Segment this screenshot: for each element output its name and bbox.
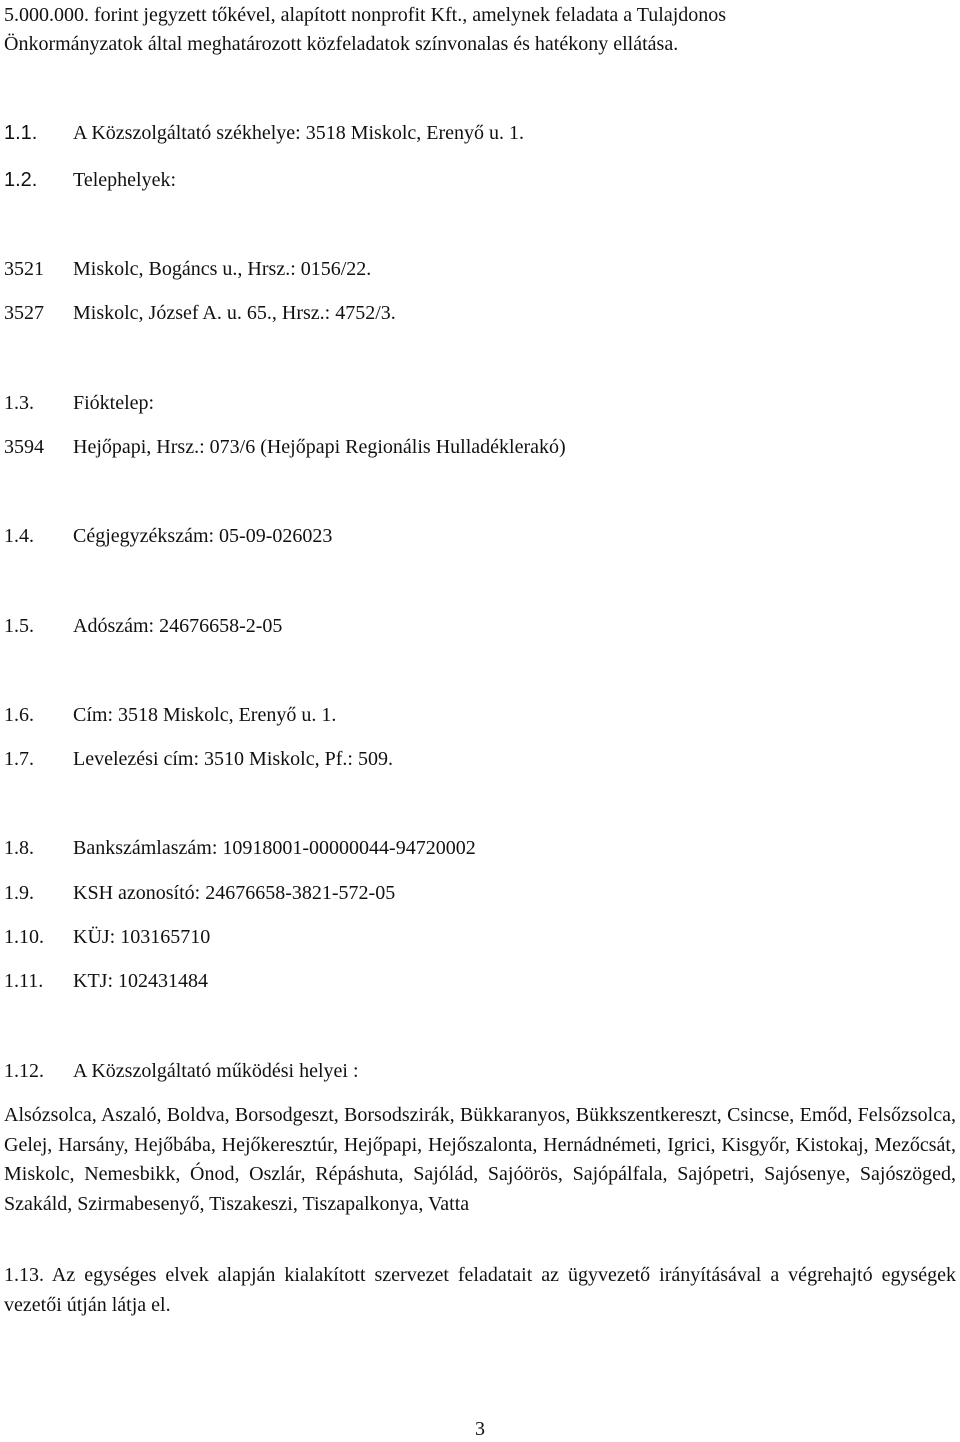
item-text: KTJ: 102431484 [73,970,208,992]
item-1-10 [4,924,210,950]
site-address: Miskolc, Bogáncs u., Hrsz.: 0156/22. [73,258,372,280]
site-row-1 [4,256,371,282]
site-zip: 3521 [4,258,44,280]
item-number: 1.11. [4,970,44,992]
item-number: 1.12. [4,1060,44,1082]
item-1-1 [4,120,524,146]
item-text: Levelezési cím: 3510 Miskolc, Pf.: 509. [73,748,393,770]
item-number: 1.10. [4,926,44,948]
item-number: 1.5. [4,615,34,637]
item-number: 1.9. [4,882,34,904]
site-address: Miskolc, József A. u. 65., Hrsz.: 4752/3. [73,302,396,324]
item-1-6 [4,702,336,728]
item-1-7 [4,746,393,772]
item-text: Adószám: 24676658-2-05 [73,615,283,637]
item-text: KÜJ: 103165710 [73,926,211,948]
item-text: Cím: 3518 Miskolc, Erenyő u. 1. [73,704,337,726]
item-1-2 [4,167,176,193]
item-number: 1.13. [4,1264,44,1286]
branch-row [4,434,566,460]
item-number: 1.8. [4,837,34,859]
item-1-11 [4,968,208,994]
item-1-4 [4,523,332,549]
item-1-9 [4,880,395,906]
item-text: Cégjegyzékszám: 05-09-026023 [73,525,333,547]
item-text: Fióktelep: [73,392,155,414]
item-1-5 [4,613,282,639]
item-1-13-paragraph [4,1261,956,1320]
item-text: A Közszolgáltató székhelye: 3518 Miskolc, Erenyő u. 1. [73,122,525,144]
item-number: 1.3. [4,392,34,414]
branch-address: Hejőpapi, Hrsz.: 073/6 (Hejőpapi Regionális Hulladéklerakó) [73,436,566,458]
item-number: 1.4. [4,525,34,547]
site-row-2 [4,300,396,326]
page-number: 3 [475,1418,485,1440]
item-text: Telephelyek: [73,169,176,191]
intro-line-1: 5.000.000. forint jegyzett tőkével, alapított nonprofit Kft., amelynek feladata a Tulajdonos [4,4,727,26]
branch-zip: 3594 [4,436,44,458]
item-number: 1.7. [4,748,34,770]
item-1-3 [4,390,154,416]
item-1-12 [4,1058,359,1084]
item-text: KSH azonosító: 24676658-3821-572-05 [73,882,396,904]
item-number: 1.2. [4,169,38,191]
item-number: 1.6. [4,704,34,726]
item-1-8 [4,835,476,861]
item-text: A Közszolgáltató működési helyei : [73,1060,359,1082]
item-text: Bankszámlaszám: 10918001-00000044-94720002 [73,837,476,859]
intro-line-2: Önkormányzatok által meghatározott közfeladatok színvonalas és hatékony ellátása. [4,33,679,55]
operating-places-paragraph: Alsózsolca, Aszaló, Boldva, Borsodgeszt, Borsodszirák, Bükkaranyos, Bükkszentkereszt, Csincse, Emőd, Felsőzsolca, Gelej, Harsány, Hejőbába, Hejőkeresztúr, Hejőpapi, Hejőszalonta, Hernádnémeti, Igrici, Kisgyőr, Kistokaj, Mezőcsát, Miskolc, Nemesbikk, Ónod, Oszlár, Répáshuta, Sajólád, Sajóörös, Sajópálfala, Sajópetri, Sajósenye, Sajószöged, Szakáld, Szirmabesenyő, Tiszakeszi, Tiszapalkonya, Vatta [4,1104,956,1215]
site-zip: 3527 [4,302,44,324]
item-number: 1.1. [4,122,38,144]
item-text: Az egységes elvek alapján kialakított szervezet feladatait az ügyvezető irányításával a végrehajtó egységek vezetői útján látja el. [4,1264,956,1316]
